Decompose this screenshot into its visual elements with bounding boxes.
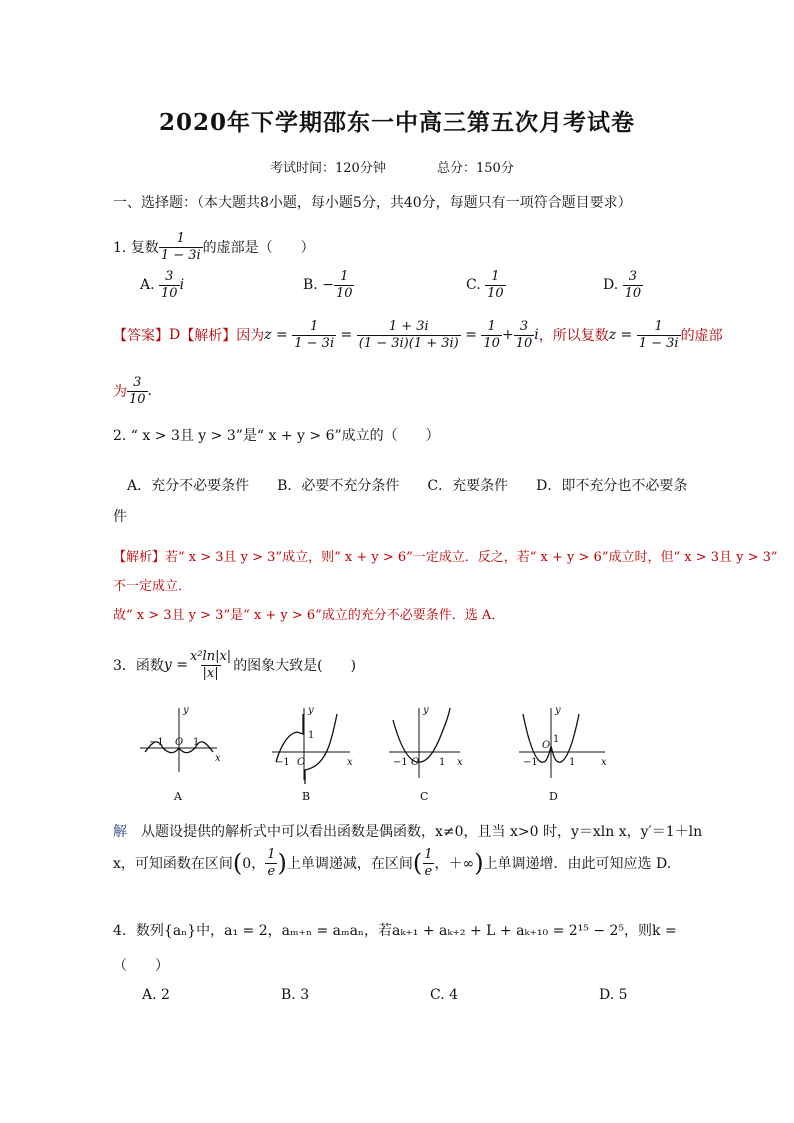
graph-a-tick-pos: 1 (193, 737, 200, 748)
q2-analysis-3: 故“ x > 3且 y > 3”是“ x + y > 6”成立的充分不必要条件．选 A． (113, 608, 505, 623)
graph-c (389, 705, 463, 778)
graph-c-curve (393, 708, 450, 762)
q1-option-d: D. $\frac{3}{10}$ (603, 269, 642, 301)
graph-label-d: D (549, 790, 558, 803)
graph-a (140, 705, 221, 772)
question-2-stem: 2. “ x > 3且 y > 3”是“ x + y > 6”成立的（ ） (113, 428, 440, 444)
graph-a-origin: O (175, 737, 184, 748)
q2-options: A．充分不必要条件 B．必要不充分条件 C．充要条件 D．即不充分也不必要条 (113, 478, 688, 494)
q1-option-c: C. $\frac{1}{10}$ (466, 269, 504, 301)
q3-graphs (135, 700, 625, 805)
svg-text:x: x (601, 757, 607, 768)
q1-prefix: 1. 复数 (113, 240, 159, 257)
q1-fraction: $\frac{1}{1 - 3i}$ (160, 231, 201, 263)
svg-text:y: y (308, 705, 314, 716)
graph-a-x-label: x (215, 753, 221, 764)
graph-label-c: C (420, 790, 429, 803)
svg-text:1: 1 (553, 734, 560, 745)
svg-text:x: x (347, 757, 353, 768)
q1-suffix: 的虚部是（ ） (202, 240, 315, 257)
question-4-paren: （ ） (113, 958, 169, 974)
svg-text:y: y (423, 705, 429, 716)
q1-answer: 【答案】 D 【解析】 因为 z = $\frac{1}{1 - 3i}$ = $\frac{1 + 3i}{(1 - 3i)(1 + 3i)}$ = $\frac{1}{10}$ + $\frac{3}{10}$ i ，所以复数 z = $\frac{1}{1 - 3i}$ 的虚部 (113, 319, 723, 351)
svg-text:−1: −1 (275, 757, 290, 768)
exam-time: 考试时间：120分钟 (270, 161, 386, 176)
q3-fraction: $\frac{\text{x²ln|x|}}{|x|}$ (190, 649, 232, 681)
q1-answer-cont: 为 $\frac{3}{10}$ . (113, 375, 152, 407)
exam-score: 总分：150分 (437, 161, 514, 176)
svg-text:O: O (297, 757, 306, 768)
graph-d (519, 705, 607, 778)
q4-option-a: A. 2 (142, 987, 170, 1003)
q2-options-wrap: 件 (113, 509, 127, 525)
svg-text:−1: −1 (523, 757, 538, 768)
svg-text:y: y (555, 705, 561, 716)
question-3-stem: 3．函数 y = $\frac{\text{x²ln|x|}}{|x|}$ 的图象大致是( ) (113, 649, 357, 681)
graph-b-curve-right (305, 714, 337, 784)
graph-label-a: A (174, 790, 182, 803)
q2-analysis-2: 不一定成立． (113, 579, 192, 594)
svg-text:1: 1 (308, 730, 315, 741)
q3-solution-1: 解 从题设提供的解析式中可以看出函数是偶函数，x≠0，且当 x>0 时，y＝xln x，y′＝1＋ln (113, 824, 703, 840)
graph-b-curve-left (276, 714, 303, 762)
question-1-stem (113, 232, 315, 262)
svg-text:1: 1 (569, 757, 576, 768)
exam-title: 2020年下学期邵东一中高三第五次月考试卷 (158, 109, 635, 136)
graph-a-y-label: y (183, 705, 189, 716)
q1-option-a: A. $\frac{3}{10}$ i (140, 269, 185, 301)
question-4-stem: 4．数列{aₙ}中，a₁ = 2，aₘ₊ₙ = aₘaₙ，若aₖ₊₁ + aₖ₊₂ + L + aₖ₊₁₀ = 2¹⁵ − 2⁵，则k = (113, 923, 677, 939)
graph-a-tick-neg: −1 (149, 737, 164, 748)
q4-option-d: D. 5 (599, 987, 628, 1003)
q4-option-b: B. 3 (281, 987, 310, 1003)
svg-text:x: x (457, 757, 463, 768)
q3-solution-2: x，可知函数在区间 ( 0， $\frac{1}{e}$ ) 上单调递减，在区间 ( $\frac{1}{e}$ ，＋∞ ) 上单调递增．由此可知应选 D. (113, 847, 672, 879)
graph-label-b: B (302, 790, 311, 803)
svg-text:O: O (411, 757, 420, 768)
section-heading: 一、选择题：（本大题共8小题，每小题5分，共40分，每题只有一项符合题目要求） (113, 195, 632, 211)
q2-analysis-1: 【解析】若“ x > 3且 y > 3”成立，则“ x + y > 6”一定成立．反之，若“ x + y > 6”成立时，但“ x > 3且 y > 3” (113, 550, 778, 565)
svg-text:1: 1 (439, 757, 446, 768)
svg-text:O: O (542, 740, 551, 751)
q4-option-c: C. 4 (430, 987, 459, 1003)
q1-option-b: B. − $\frac{1}{10}$ (303, 269, 353, 301)
svg-text:−1: −1 (393, 757, 408, 768)
graph-b (272, 705, 353, 784)
